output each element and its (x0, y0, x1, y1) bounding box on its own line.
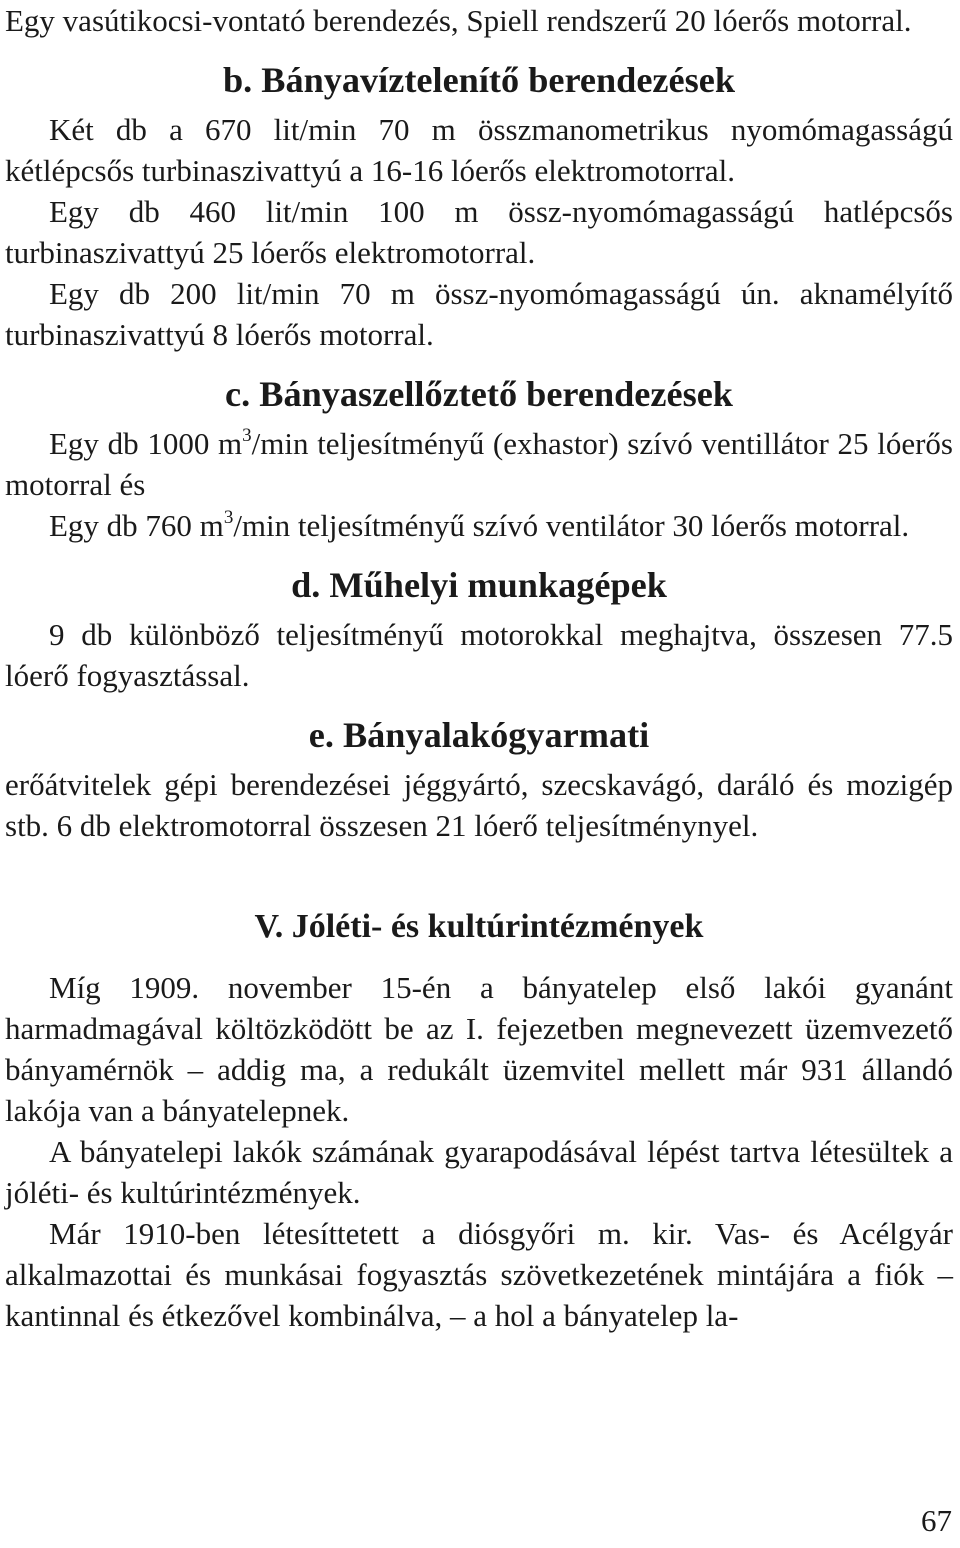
section-b-paragraph-3: Egy db 200 lit/min 70 m össz-nyomómagasságú ún. aknamélyítő turbinaszivattyú 8 lóerős motorral. (5, 276, 953, 352)
section-d-heading: d. Műhelyi munkagépek (291, 565, 667, 605)
chapter-v-paragraph-1: Míg 1909. november 15-én a bányatelep első lakói gyanánt harmadmagával költözködött be az I. fejezetben megnevezett üzemvezető bányamérnök – addig ma, a redukált üzemvitel mellett már 931 állandó lakója van a bányatelepnek. (5, 970, 953, 1128)
section-c-paragraph-2 (5, 505, 953, 546)
text-run: Egy db 760 m (49, 508, 224, 543)
chapter-v-paragraph-3: Már 1910-ben létesíttetett a diósgyőri m. kir. Vas- és Acélgyár alkalmazottai és munkásai fogyasztás szövetkezetének mintájára a fiók – kantinnal és étkezővel kombinálva, – a hol a bányatelep la- (5, 1216, 953, 1333)
superscript: 3 (223, 506, 234, 528)
intro-paragraph: Egy vasútikocsi-vontató berendezés, Spiell rendszerű 20 lóerős motorral. (5, 3, 912, 38)
section-e-paragraph-1: erőátvitelek gépi berendezései jéggyártó, szecskavágó, daráló és mozigép stb. 6 db elektromotorral összesen 21 lóerő teljesítménynyel. (5, 767, 953, 843)
section-b-heading: b. Bányavíztelenítő berendezések (222, 60, 736, 100)
section-b-paragraph-2: Egy db 460 lit/min 100 m össz-nyomómagasságú hatlépcsős turbinaszivattyú 25 lóerős elektromotorral. (5, 194, 953, 270)
section-c-heading: c. Bányaszellőztető berendezések (225, 374, 733, 414)
text-run: /min teljesítményű (exhastor) szívó ventillátor 25 lóerős motorral és (5, 426, 953, 502)
section-c-paragraph-1 (5, 423, 953, 505)
section-e-heading: e. Bányalakógyarmati (308, 715, 650, 755)
chapter-v-paragraph-2: A bányatelepi lakók számának gyarapodásával lépést tartva létesültek a jóléti- és kultúrintézmények. (5, 1134, 953, 1210)
section-d-paragraph-1: 9 db különböző teljesítményű motorokkal meghajtva, összesen 77.5 lóerő fogyasztással. (5, 617, 953, 693)
text-run: /min teljesítményű szívó ventilátor 30 lóerős motorral. (233, 508, 910, 543)
document-page (5, 0, 953, 1336)
text-run: Egy db 1000 m (49, 426, 243, 461)
section-b-paragraph-1: Két db a 670 lit/min 70 m összmanometrikus nyomómagasságú kétlépcsős turbinaszivattyú a 16-16 lóerős elektromotorral. (5, 112, 953, 188)
page-number: 67 (921, 1503, 952, 1538)
chapter-v-heading: V. Jóléti- és kultúrintézmények (254, 908, 704, 945)
superscript: 3 (242, 424, 252, 446)
